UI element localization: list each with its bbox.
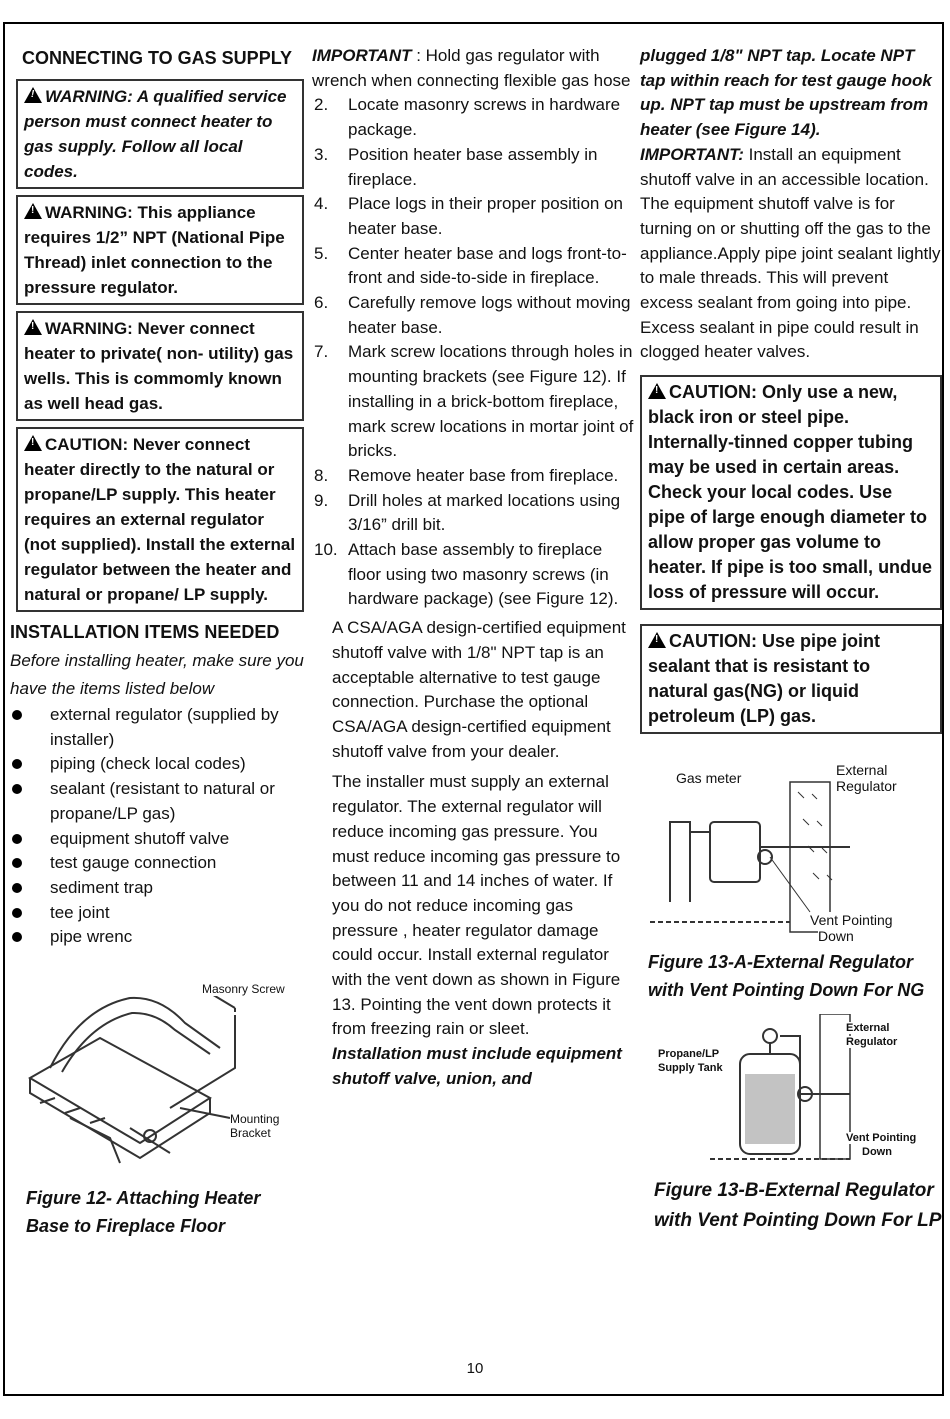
step-item [312,93,634,142]
step-number: 3. [314,144,329,164]
step-item [312,291,634,340]
step-item [312,143,634,192]
warning-icon [648,632,666,648]
step-text: Position heater base assembly in fireplace. [348,144,598,189]
items-intro: Before installing heater, make sure you have the items listed below [10,651,304,698]
list-item: tee joint [10,901,308,926]
list-item: test gauge connection [10,851,308,876]
step-item [312,464,634,489]
figure-13a [640,762,942,945]
list-item: equipment shutoff valve [10,827,308,852]
npt-tap-continuation: plugged 1/8" NPT tap. Locate NPT tap within reach for test gauge hook up. NPT tap must be upstream from heater (see Figure 14). [640,46,932,140]
step-item [312,489,634,538]
column-middle [312,44,634,1092]
installation-must-include: Installation must include equipment shutoff valve, union, and [332,1044,622,1088]
step-text: Remove heater base from fireplace. [348,465,619,485]
warning-icon [24,203,42,219]
installation-steps [312,93,634,612]
step-text: Place logs in their proper position on heater base. [348,194,623,238]
column-right [640,44,942,1236]
external-regulator-paragraph: The installer must supply an external regulator. The external regulator will reduce incoming gas pressure. You must reduce incoming gas pressure to between 11 and 14 inches of water. If you do not reduce incoming gas pressure , heater regulator damage could occur. Install external regulator with the vent down as shown in Figure 13. Pointing the vent down protects it from freezing rain or sleet. [332,772,621,1039]
caution-pipe-sealant: !CAUTION: Use pipe joint sealant that is resistant to natural gas(NG) or liquid petroleum (LP) gas. [640,624,942,734]
warning-icon [24,319,42,335]
items-list [10,703,308,950]
step-text: Center heater base and logs front-to-front and side-to-side in fireplace. [348,243,627,288]
warning-icon [24,435,42,451]
important-shutoff-valve: IMPORTANT: Install an equipment shutoff valve in an accessible location. The equipment shutoff valve is for turning on or shutting off the gas to the appliance.Apply pipe joint sealant lightly to male threads. This will prevent excess sealant from going into pipe. Excess sealant in pipe could result in clogged heater valves. [640,144,941,362]
step-text: Drill holes at marked locations using 3/16” drill bit. [348,490,621,535]
label-masonry-screw: Masonry Screw [202,982,285,997]
list-item: sediment trap [10,876,308,901]
list-item: external regulator (supplied by installer) [10,703,308,752]
step-number: 2. [314,95,329,115]
figure-12 [10,968,308,1168]
warning-npt-inlet: !WARNING: This appliance requires 1/2” NPT (National Pipe Thread) inlet connection to the pressure regulator. [16,195,304,305]
step-item [312,192,634,241]
label-propane-lp: Propane/LP [658,1048,720,1061]
step-item [312,242,634,291]
label-supply-tank: Supply Tank [658,1062,723,1075]
caution-black-iron-pipe: !CAUTION: Only use a new, black iron or steel pipe. Internally-tinned copper tubing may be used in certain areas. Check your local codes. Use pipe of large enough diameter to allow proper gas volume to heater. If pipe is too small, undue loss of pressure will occur. [640,375,942,610]
step-number: 9. [314,490,329,510]
figure-13a-caption: Figure 13-A-External Regulator with Vent Pointing Down For NG [648,952,925,1001]
label-regulator-lp: Regulator [846,1036,898,1049]
step-item [312,340,634,464]
caution-external-regulator: !CAUTION: Never connect heater directly to the natural or propane/LP supply. This heater requires an external regulator (not supplied). Install the external regulator between the heater and natural or propane/ LP supply. [16,427,304,612]
label-external-lp: External [846,1022,890,1035]
column-left [10,44,308,1240]
label-gas-meter: Gas meter [676,770,742,787]
shutoff-valve-paragraph: A CSA/AGA design-certified equipment shutoff valve with 1/8" NPT tap is an acceptable alternative to test gauge connection. Purchase the optional CSA/AGA design-certified equipment shutoff valve from your dealer. [332,618,626,761]
label-external: External [836,762,888,779]
section-heading-gas-supply: CONNECTING TO GAS SUPPLY [22,48,293,68]
label-down: Down [818,928,854,945]
step-number: 8. [314,465,329,485]
step-number: 6. [314,293,329,313]
label-regulator: Regulator [836,778,897,795]
step-number: 5. [314,243,329,263]
label-down-lp: Down [862,1146,892,1159]
figure-13b [640,1014,942,1164]
step-number: 4. [314,194,329,214]
figure-12-caption: Figure 12- Attaching Heater Base to Fireplace Floor [26,1188,261,1237]
step-text: Locate masonry screws in hardware package. [348,95,621,140]
step-number: 10. [314,540,338,560]
page-number: 10 [466,1360,484,1377]
label-vent-pointing: Vent Pointing [810,912,893,929]
warning-private-wells: !WARNING: Never connect heater to private( non- utility) gas wells. This is commomly known as well head gas. [16,311,304,421]
label-mounting-bracket: Mounting Bracket [230,1112,308,1140]
section-heading-installation-items: INSTALLATION ITEMS NEEDED [10,622,280,642]
label-vent-pointing-lp: Vent Pointing [846,1132,917,1145]
important-hold-regulator: IMPORTANT : Hold gas regulator with wrench when connecting flexible gas hose [312,46,631,90]
warning-qualified-service: !WARNING: A qualified service person must connect heater to gas supply. Follow all local codes. [16,79,304,189]
warning-icon [648,383,666,399]
list-item: sealant (resistant to natural or propane/LP gas) [10,777,308,826]
warning-icon [24,87,42,103]
step-text: Attach base assembly to fireplace floor using two masonry screws (in hardware package) (see Figure 12). [348,540,619,609]
regulator-paragraphs [312,616,634,1091]
step-text: Mark screw locations through holes in mounting brackets (see Figure 12). If installing in a brick-bottom fireplace, mark screw locations in mortar joint of bricks. [348,342,634,461]
list-item: pipe wrenc [10,925,308,950]
step-number: 7. [314,342,329,362]
step-text: Carefully remove logs without moving heater base. [348,293,631,337]
step-item [312,538,634,612]
list-item: piping (check local codes) [10,752,308,777]
figure-13b-caption: Figure 13-B-External Regulator with Vent Pointing Down For LP [654,1180,942,1232]
